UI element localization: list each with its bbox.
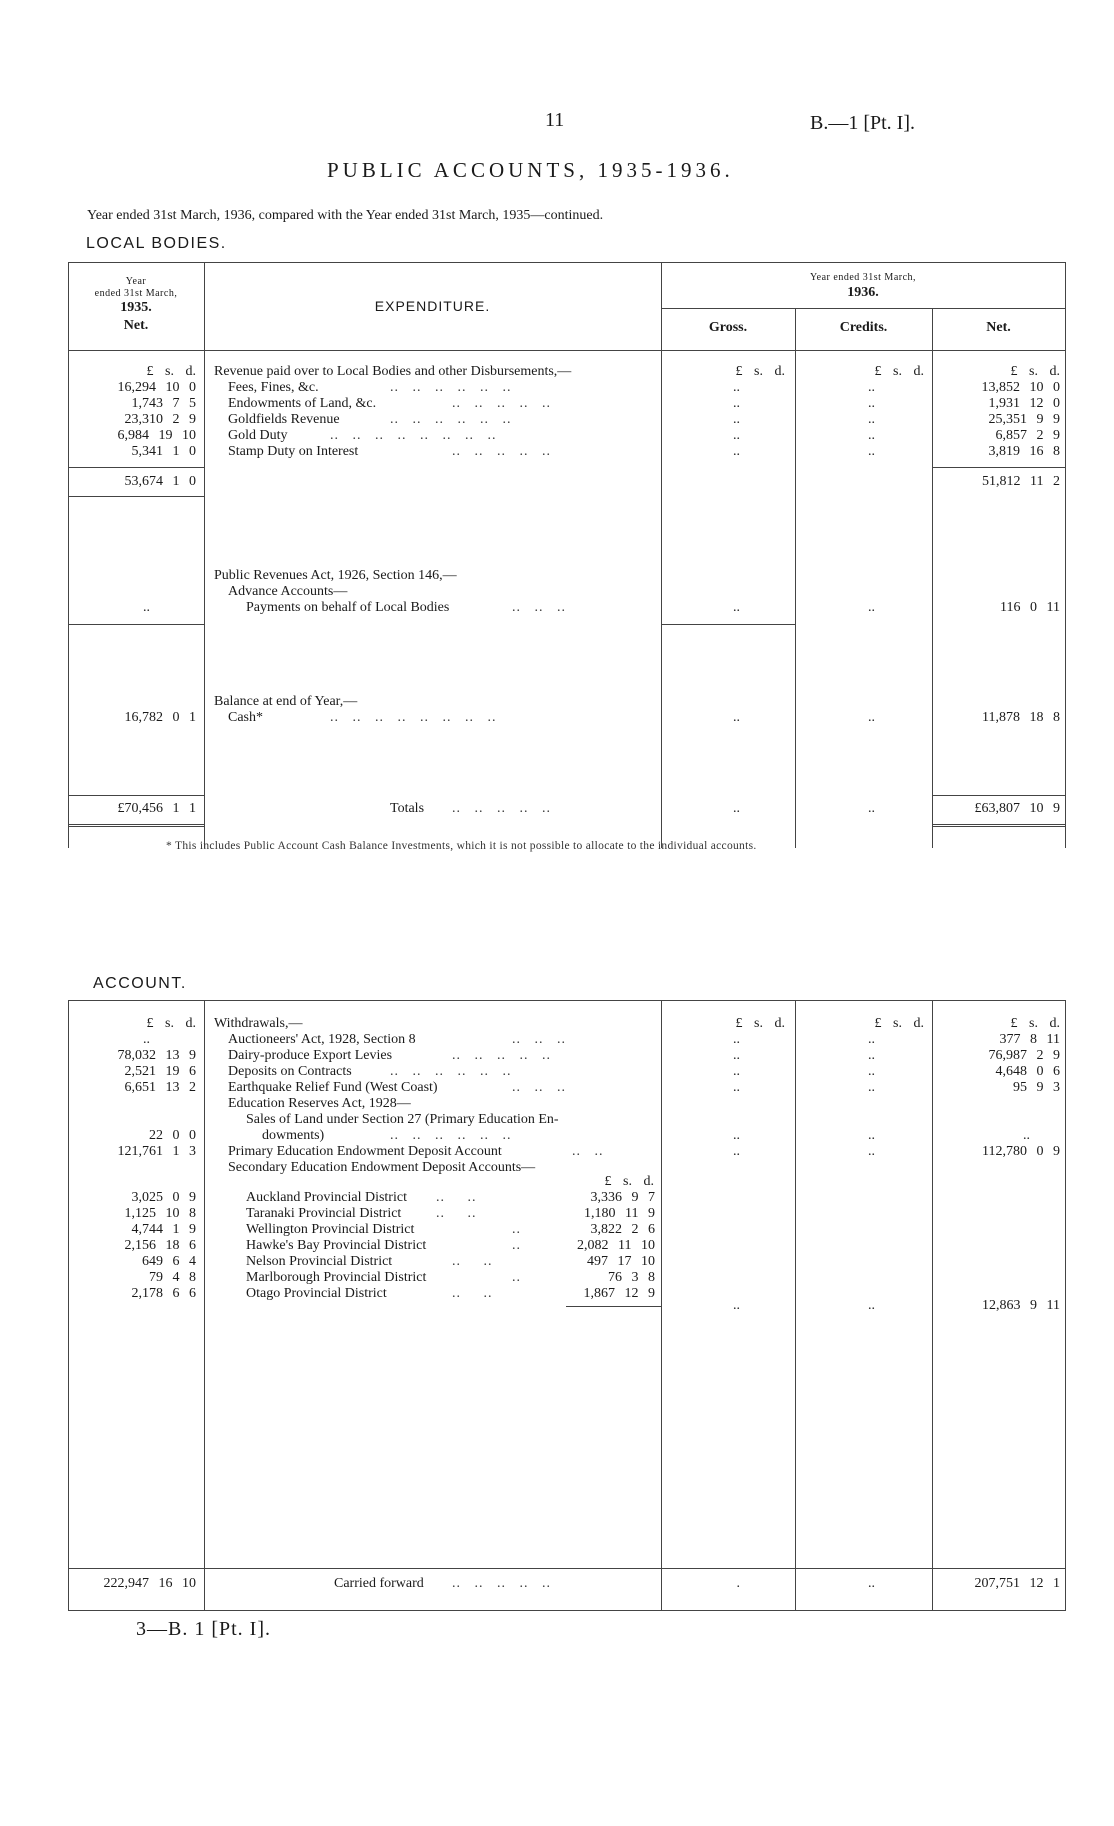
currency-label: £ s. d. (146, 364, 196, 379)
leader-dots: .. .. .. .. .. (452, 801, 551, 816)
prev-net-value: 79 4 8 (149, 1270, 196, 1285)
col-prev-year-line1: Year (125, 276, 147, 287)
gross-value: .. (733, 710, 740, 725)
gross-value: .. (733, 1032, 740, 1047)
col-credits: Credits. (839, 320, 888, 335)
prev-net-value: 78,032 13 9 (117, 1048, 196, 1063)
row-label: Goldfields Revenue (228, 412, 340, 427)
credits-value: .. (868, 1080, 875, 1095)
row-label: Cash* (228, 710, 263, 725)
leader-dots: .. .. (452, 1254, 493, 1269)
section-heading-local-bodies: LOCAL BODIES. (86, 235, 227, 252)
page-title: PUBLIC ACCOUNTS, 1935-1936. (327, 158, 734, 182)
credits-value: .. (868, 428, 875, 443)
prev-net-value: 22 0 0 (149, 1128, 196, 1143)
amount-value: 1,180 11 9 (584, 1206, 655, 1221)
page-subtitle: Year ended 31st March, 1936, compared with the Year ended 31st March, 1935—continued. (87, 208, 604, 223)
net-value: 95 9 3 (1013, 1080, 1060, 1095)
prev-net-value: 1,743 7 5 (131, 396, 196, 411)
credits-value: .. (868, 444, 875, 459)
credits-value: .. (868, 1144, 875, 1159)
prev-net-value: 6,984 19 10 (117, 428, 196, 443)
row-label: Otago Provincial District (246, 1286, 387, 1301)
subtotal-prev: 53,674 1 0 (124, 474, 196, 489)
net-value: 12,863 9 11 (982, 1298, 1060, 1313)
net-value: 112,780 0 9 (982, 1144, 1060, 1159)
row-label: Nelson Provincial District (246, 1254, 393, 1269)
amount-value: 3,336 9 7 (590, 1190, 655, 1205)
currency-label: £ s. d. (735, 1016, 785, 1031)
row-label: Gold Duty (228, 428, 288, 443)
credits-value: .. (868, 412, 875, 427)
education-sales-line1: Sales of Land under Section 27 (Primary Education En- (246, 1112, 559, 1127)
section-heading-account: ACCOUNT. (93, 975, 187, 992)
credits-value: .. (868, 600, 875, 615)
amount-value: 2,082 11 10 (577, 1238, 655, 1253)
currency-label: £ s. d. (1010, 364, 1060, 379)
leader-dots: .. .. .. .. .. .. (390, 1064, 512, 1079)
amount-value: 3,822 2 6 (590, 1222, 655, 1237)
advance-heading: Public Revenues Act, 1926, Section 146,— (214, 568, 457, 583)
row-label: Auctioneers' Act, 1928, Section 8 (228, 1032, 416, 1047)
credits-value: .. (868, 801, 875, 816)
gross-value: .. (733, 412, 740, 427)
row-label: Dairy-produce Export Levies (228, 1048, 393, 1063)
carried-label: Carried forward (334, 1576, 424, 1591)
carried-prev: 222,947 16 10 (103, 1576, 196, 1591)
prev-net-value: 16,782 0 1 (124, 710, 196, 725)
prev-net-value: 2,156 18 6 (124, 1238, 196, 1253)
row-label: Stamp Duty on Interest (228, 444, 359, 459)
currency-label: £ s. d. (604, 1174, 654, 1189)
gross-value: .. (733, 801, 740, 816)
leader-dots: .. .. .. .. .. (452, 1576, 551, 1591)
amount-value: 497 17 10 (587, 1254, 655, 1269)
col-prev-year: 1935. (120, 300, 152, 315)
prev-net-value: 2,178 6 6 (131, 1286, 196, 1301)
col-current-year-line1: Year ended 31st March, (809, 272, 917, 283)
leader-dots: .. .. (452, 1286, 493, 1301)
net-value: .. (1023, 1128, 1030, 1143)
totals-net: £63,807 10 9 (974, 801, 1060, 816)
prev-net-value: 6,651 13 2 (124, 1080, 196, 1095)
gross-value: .. (733, 428, 740, 443)
document-reference: B.—1 [Pt. I]. (810, 112, 915, 134)
credits-value: .. (868, 710, 875, 725)
amount-value: 1,867 12 9 (583, 1286, 655, 1301)
totals-label: Totals (390, 801, 425, 816)
net-value: 377 8 11 (999, 1032, 1060, 1047)
col-current-year: 1936. (847, 285, 879, 300)
currency-label: £ s. d. (1010, 1016, 1060, 1031)
credits-value: .. (868, 380, 875, 395)
row-label: Taranaki Provincial District (246, 1206, 402, 1221)
leader-dots: .. .. .. .. .. .. (390, 1128, 512, 1143)
gross-value: .. (733, 1048, 740, 1063)
net-value: 76,987 2 9 (988, 1048, 1060, 1063)
gross-value: .. (733, 600, 740, 615)
credits-value: .. (868, 1128, 875, 1143)
credits-value: .. (868, 1048, 875, 1063)
net-value: 116 0 11 (1000, 600, 1060, 615)
education-heading: Education Reserves Act, 1928— (228, 1096, 411, 1111)
net-value: 6,857 2 9 (995, 428, 1060, 443)
currency-label: £ s. d. (874, 1016, 924, 1031)
leader-dots: .. .. .. .. .. (452, 444, 551, 459)
prev-net-value: 649 6 4 (142, 1254, 196, 1269)
footnote: * This includes Public Account Cash Balance Investments, which it is not possible to allocate to the individual accounts. (166, 840, 757, 852)
leader-dots: .. .. (436, 1206, 477, 1221)
leader-dots: .. .. .. .. .. .. (390, 380, 512, 395)
prev-net-value: 3,025 0 9 (131, 1190, 196, 1205)
row-label: Hawke's Bay Provincial District (246, 1238, 427, 1253)
amount-value: 76 3 8 (608, 1270, 655, 1285)
prev-net-value: 16,294 10 0 (117, 380, 196, 395)
leader-dots: .. (512, 1222, 521, 1237)
credits-value: .. (868, 396, 875, 411)
col-prev-net: Net. (123, 318, 149, 333)
leader-dots: .. (512, 1238, 521, 1253)
net-value: 11,878 18 8 (982, 710, 1060, 725)
gross-value: .. (733, 1080, 740, 1095)
col-net: Net. (986, 320, 1011, 335)
gross-value: .. (733, 1064, 740, 1079)
gross-value: .. (733, 1144, 740, 1159)
prev-net-value: 2,521 19 6 (124, 1064, 196, 1079)
net-value: 1,931 12 0 (988, 396, 1060, 411)
gross-value: .. (733, 444, 740, 459)
carried-net: 207,751 12 1 (974, 1576, 1060, 1591)
leader-dots: .. .. (436, 1190, 477, 1205)
row-label: Marlborough Provincial District (246, 1270, 427, 1285)
prev-net-value: 1,125 10 8 (124, 1206, 196, 1221)
row-label: Endowments of Land, &c. (228, 396, 377, 411)
gross-value: .. (733, 380, 740, 395)
prev-net-value: 121,761 1 3 (117, 1144, 196, 1159)
credits-value: .. (868, 1298, 875, 1313)
leader-dots: .. .. .. (512, 1032, 566, 1047)
page-signature: 3—B. 1 [Pt. I]. (136, 1618, 271, 1640)
leader-dots: .. .. .. (512, 600, 566, 615)
leader-dots: .. .. .. (512, 1080, 566, 1095)
prev-net-value: 23,310 2 9 (124, 412, 196, 427)
credits-value: .. (868, 1032, 875, 1047)
row-label: Wellington Provincial District (246, 1222, 415, 1237)
gross-value: .. (733, 1298, 740, 1313)
currency-label: £ s. d. (874, 364, 924, 379)
leader-dots: .. .. .. .. .. (452, 396, 551, 411)
row-label: Auckland Provincial District (246, 1190, 407, 1205)
gross-value: . (736, 1576, 740, 1591)
leader-dots: .. .. .. .. .. .. .. .. (330, 428, 497, 443)
row-label: dowments) (262, 1128, 325, 1143)
net-value: 4,648 0 6 (995, 1064, 1060, 1079)
leader-dots: .. .. .. .. .. .. .. .. (330, 710, 497, 725)
row-label: Primary Education Endowment Deposit Account (228, 1144, 502, 1159)
net-value: 25,351 9 9 (988, 412, 1060, 427)
leader-dots: .. .. .. .. .. .. (390, 412, 512, 427)
secondary-heading: Secondary Education Endowment Deposit Accounts— (228, 1160, 536, 1175)
leader-dots: .. .. .. .. .. (452, 1048, 551, 1063)
totals-prev: £70,456 1 1 (117, 801, 196, 816)
row-label: Earthquake Relief Fund (West Coast) (228, 1080, 438, 1095)
prev-net-value: .. (143, 1032, 150, 1047)
page-number: 11 (545, 109, 565, 131)
row-label: Payments on behalf of Local Bodies (246, 600, 450, 615)
credits-value: .. (868, 1064, 875, 1079)
gross-value: .. (733, 1128, 740, 1143)
row-label: Deposits on Contracts (228, 1064, 352, 1079)
currency-label: £ s. d. (146, 1016, 196, 1031)
prev-net-value: 5,341 1 0 (131, 444, 196, 459)
prev-net-value: 4,744 1 9 (131, 1222, 196, 1237)
col-prev-year-line2: ended 31st March, (94, 288, 178, 299)
row-label: Fees, Fines, &c. (228, 380, 319, 395)
col-gross: Gross. (708, 320, 748, 335)
withdrawals-heading: Withdrawals,— (214, 1016, 303, 1031)
net-value: 3,819 16 8 (988, 444, 1060, 459)
leader-dots: .. (512, 1270, 521, 1285)
leader-dots: .. .. (572, 1144, 604, 1159)
prev-net-value: .. (143, 600, 150, 615)
currency-label: £ s. d. (735, 364, 785, 379)
credits-value: .. (868, 1576, 875, 1591)
col-expenditure: EXPENDITURE. (374, 298, 491, 314)
net-value: 13,852 10 0 (981, 380, 1060, 395)
advance-subheading: Advance Accounts— (228, 584, 348, 599)
balance-heading: Balance at end of Year,— (214, 694, 358, 709)
gross-value: .. (733, 396, 740, 411)
group-heading: Revenue paid over to Local Bodies and other Disbursements,— (214, 364, 572, 379)
subtotal-net: 51,812 11 2 (982, 474, 1060, 489)
